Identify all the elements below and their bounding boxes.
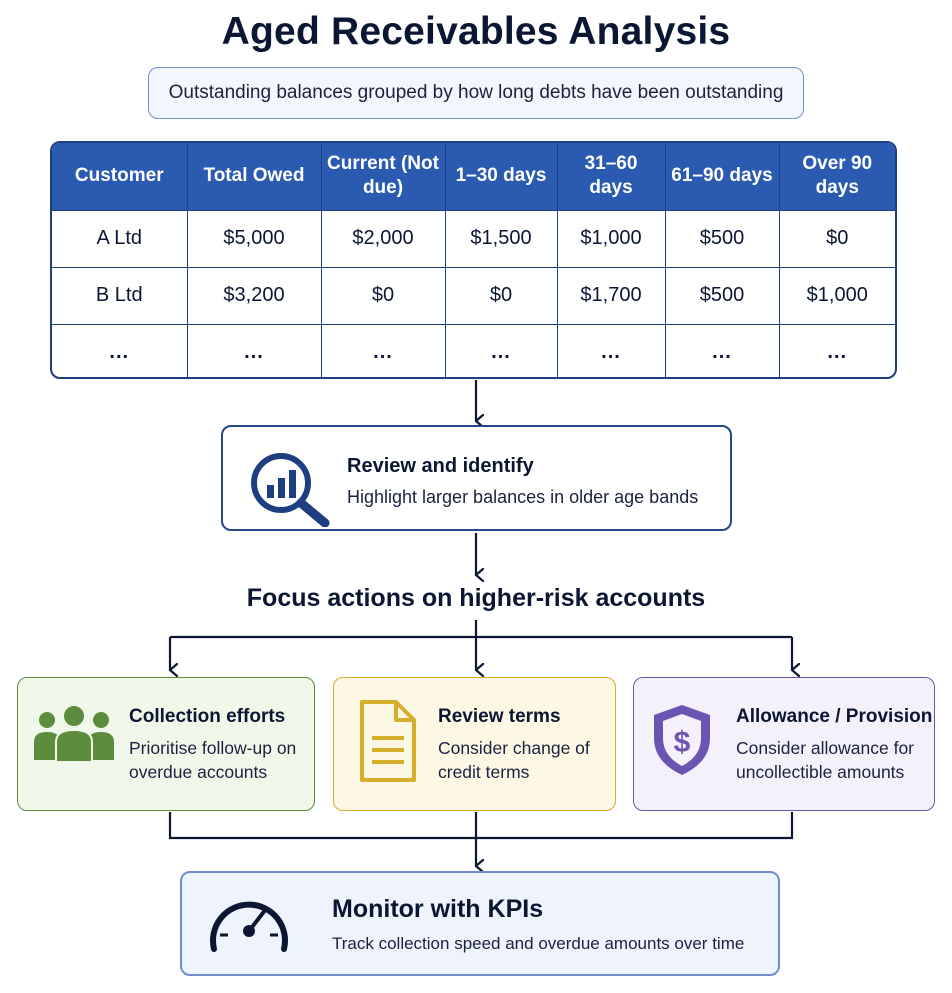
svg-text:$: $ (673, 726, 691, 759)
table-cell: $3,200 (187, 267, 321, 324)
table-cell: $2,000 (321, 210, 445, 267)
header-61-90-days: 61–90 days (665, 143, 779, 210)
monitor-text: Track collection speed and overdue amounts over time (332, 934, 745, 953)
table-cell: $0 (321, 267, 445, 324)
table-cell: $1,700 (557, 267, 665, 324)
collection-text: Prioritise follow-up on overdue accounts (129, 738, 297, 782)
review-identify-box (221, 425, 732, 531)
monitor-title: Monitor with KPIs (332, 895, 544, 923)
header-total-owed: Total Owed (187, 143, 321, 210)
table-cell: ... (665, 324, 779, 379)
table-cell: $500 (665, 210, 779, 267)
focus-label: Focus actions on higher-risk accounts (246, 584, 706, 612)
header-31-60-days: 31–60 days (557, 143, 665, 210)
collection-title: Collection efforts (129, 706, 286, 727)
table-cell: $1,500 (445, 210, 557, 267)
gauge-icon (204, 887, 294, 968)
review-terms-box (333, 677, 616, 811)
table-cell: $0 (445, 267, 557, 324)
table-cell: $5,000 (187, 210, 321, 267)
header-1-30-days: 1–30 days (445, 143, 557, 210)
table-cell: B Ltd (52, 267, 187, 324)
review-text: Highlight larger balances in older age bands (347, 487, 699, 507)
review-title: Review and identify (347, 455, 534, 477)
allowance-title: Allowance / Provision (736, 706, 933, 727)
monitor-kpis-box (180, 871, 780, 976)
page-title: Aged Receivables Analysis (221, 10, 731, 53)
arrow-merge-bar (170, 812, 792, 838)
table-cell: A Ltd (52, 210, 187, 267)
shield-dollar-icon (650, 702, 714, 783)
table-cell: $500 (665, 267, 779, 324)
table-cell: $1,000 (779, 267, 895, 324)
table-cell: $0 (779, 210, 895, 267)
table-cell: ... (321, 324, 445, 379)
table-cell: ... (187, 324, 321, 379)
header-customer: Customer (52, 143, 187, 210)
header-over-90-days: Over 90 days (802, 153, 873, 199)
header-current: Current (Not due) (321, 143, 445, 210)
allowance-provision-box (633, 677, 935, 811)
terms-title: Review terms (438, 706, 561, 727)
table-cell: ... (445, 324, 557, 379)
table-cell: ... (52, 324, 187, 379)
document-icon (358, 698, 418, 789)
table-cell: ... (779, 324, 895, 379)
table-cell: $1,000 (557, 210, 665, 267)
table-cell: ... (557, 324, 665, 379)
people-group-icon (32, 704, 116, 769)
subtitle-box: Outstanding balances grouped by how long debts have been outstanding (148, 67, 804, 119)
allowance-text: Consider allowance for uncollectible amounts (736, 738, 915, 782)
magnifier-chart-icon (245, 447, 333, 532)
collection-efforts-box (17, 677, 315, 811)
terms-text: Consider change of credit terms (438, 738, 590, 782)
